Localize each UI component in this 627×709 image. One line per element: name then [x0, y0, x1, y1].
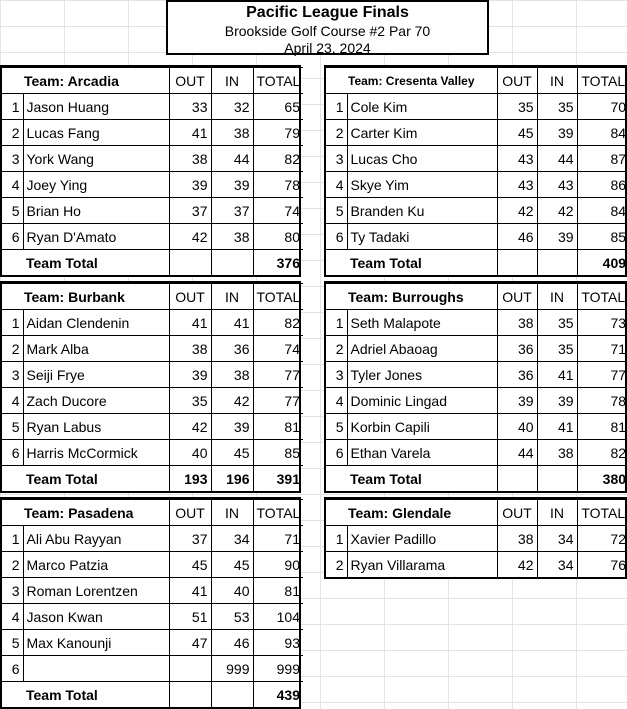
total-score: 104: [253, 604, 303, 630]
player-row: [2, 310, 303, 336]
in-score: 36: [211, 336, 253, 362]
team-total-row: [2, 682, 303, 708]
player-rank: 3: [2, 146, 23, 172]
out-score: 38: [169, 336, 211, 362]
team-name: Team: Cresenta Valley: [326, 68, 497, 94]
col-in-header: IN: [537, 284, 577, 310]
out-score: 41: [169, 578, 211, 604]
team-table-cresenta-valley: [324, 65, 627, 277]
out-score: 38: [497, 310, 537, 336]
player-name: Dominic Lingad: [347, 388, 497, 414]
total-score: 77: [253, 388, 303, 414]
total-score: 77: [253, 362, 303, 388]
total-score: 81: [577, 414, 627, 440]
player-name: Tyler Jones: [347, 362, 497, 388]
player-rank: 4: [326, 172, 347, 198]
col-out-header: OUT: [497, 500, 537, 526]
player-rank: 5: [326, 198, 347, 224]
team-total-label: Team Total: [326, 250, 497, 276]
player-name: Seth Malapote: [347, 310, 497, 336]
in-score: 46: [211, 630, 253, 656]
player-row: [2, 578, 303, 604]
total-score: 79: [253, 120, 303, 146]
player-rank: 1: [326, 526, 347, 552]
team-name: Team: Arcadia: [2, 68, 169, 94]
total-score: 70: [577, 94, 627, 120]
in-score: 39: [211, 172, 253, 198]
in-score: 45: [211, 552, 253, 578]
player-name: Joey Ying: [23, 172, 169, 198]
player-row: [2, 198, 303, 224]
out-score: 37: [169, 526, 211, 552]
col-in-header: IN: [211, 68, 253, 94]
total-score: 81: [253, 414, 303, 440]
out-score: 35: [169, 388, 211, 414]
player-name: Xavier Padillo: [347, 526, 497, 552]
in-score: 35: [537, 310, 577, 336]
player-rank: 2: [2, 552, 23, 578]
out-score: 33: [169, 94, 211, 120]
player-rank: 1: [2, 94, 23, 120]
player-name: Branden Ku: [347, 198, 497, 224]
out-score: 41: [169, 120, 211, 146]
out-score: 45: [169, 552, 211, 578]
total-score: 93: [253, 630, 303, 656]
player-rank: 1: [326, 94, 347, 120]
player-rank: 5: [2, 630, 23, 656]
in-score: 35: [537, 336, 577, 362]
out-score: 44: [497, 440, 537, 466]
header-row: [326, 68, 627, 94]
team-table-burbank: [0, 281, 301, 493]
player-row: [326, 172, 627, 198]
in-score: 34: [537, 552, 577, 578]
player-rank: 4: [326, 388, 347, 414]
col-total-header: TOTAL: [253, 284, 303, 310]
out-score: 37: [169, 198, 211, 224]
player-rank: 1: [326, 310, 347, 336]
player-name: Harris McCormick: [23, 440, 169, 466]
out-score: 43: [497, 172, 537, 198]
total-score: 74: [253, 336, 303, 362]
player-row: [2, 526, 303, 552]
team-out-total: 193: [169, 466, 211, 492]
total-score: 999: [253, 656, 303, 682]
header-row: [2, 500, 303, 526]
player-rank: 5: [2, 414, 23, 440]
out-score: 39: [169, 172, 211, 198]
player-rank: 6: [2, 656, 23, 682]
team-total-label: Team Total: [2, 250, 169, 276]
player-name: Carter Kim: [347, 120, 497, 146]
col-in-header: IN: [537, 68, 577, 94]
col-in-header: IN: [211, 500, 253, 526]
out-score: 42: [169, 414, 211, 440]
player-row: [326, 388, 627, 414]
player-row: [2, 120, 303, 146]
player-name: Mark Alba: [23, 336, 169, 362]
event-date: April 23, 2024: [284, 40, 371, 56]
player-rank: 3: [2, 578, 23, 604]
col-out-header: OUT: [169, 500, 211, 526]
player-name: Skye Yim: [347, 172, 497, 198]
out-score: 45: [497, 120, 537, 146]
player-rank: 1: [2, 310, 23, 336]
total-score: 78: [253, 172, 303, 198]
in-score: 44: [537, 146, 577, 172]
player-rank: 4: [2, 388, 23, 414]
team-name: Team: Burroughs: [326, 284, 497, 310]
col-total-header: TOTAL: [577, 500, 627, 526]
in-score: 43: [537, 172, 577, 198]
player-name: Ryan D'Amato: [23, 224, 169, 250]
team-name: Team: Glendale: [326, 500, 497, 526]
col-in-header: IN: [211, 284, 253, 310]
total-score: 65: [253, 94, 303, 120]
team-in-total: [537, 250, 577, 276]
player-name: Lucas Fang: [23, 120, 169, 146]
col-out-header: OUT: [497, 68, 537, 94]
total-score: 72: [577, 526, 627, 552]
team-total-row: [2, 466, 303, 492]
out-score: 36: [497, 336, 537, 362]
in-score: 39: [537, 224, 577, 250]
team-total-value: 380: [577, 466, 627, 492]
team-total-row: [326, 466, 627, 492]
team-in-total: [537, 466, 577, 492]
in-score: 34: [537, 526, 577, 552]
in-score: 999: [211, 656, 253, 682]
total-score: 71: [577, 336, 627, 362]
out-score: 38: [169, 146, 211, 172]
team-in-total: [211, 250, 253, 276]
player-name: Aidan Clendenin: [23, 310, 169, 336]
in-score: 41: [211, 310, 253, 336]
player-name: Lucas Cho: [347, 146, 497, 172]
out-score: 51: [169, 604, 211, 630]
player-row: [2, 94, 303, 120]
total-score: 77: [577, 362, 627, 388]
player-row: [2, 224, 303, 250]
total-score: 85: [253, 440, 303, 466]
player-row: [326, 94, 627, 120]
player-row: [2, 336, 303, 362]
player-row: [2, 362, 303, 388]
player-name: Max Kanounji: [23, 630, 169, 656]
player-rank: 4: [2, 604, 23, 630]
team-total-label: Team Total: [2, 466, 169, 492]
in-score: 42: [537, 198, 577, 224]
team-out-total: [497, 466, 537, 492]
in-score: 41: [537, 414, 577, 440]
team-name: Team: Pasadena: [2, 500, 169, 526]
in-score: 44: [211, 146, 253, 172]
course-info: Brookside Golf Course #2 Par 70: [224, 23, 431, 39]
player-row: [326, 362, 627, 388]
out-score: 35: [497, 94, 537, 120]
out-score: 38: [497, 526, 537, 552]
header-row: [326, 500, 627, 526]
player-name: Adriel Abaoag: [347, 336, 497, 362]
player-name: Cole Kim: [347, 94, 497, 120]
player-rank: 5: [326, 414, 347, 440]
out-score: 42: [497, 198, 537, 224]
header-row: [2, 68, 303, 94]
in-score: 39: [211, 414, 253, 440]
total-score: 73: [577, 310, 627, 336]
out-score: 46: [497, 224, 537, 250]
col-in-header: IN: [537, 500, 577, 526]
col-total-header: TOTAL: [577, 68, 627, 94]
out-score: 40: [169, 440, 211, 466]
player-row: [2, 604, 303, 630]
player-rank: 2: [326, 120, 347, 146]
total-score: 82: [253, 146, 303, 172]
out-score: 47: [169, 630, 211, 656]
total-score: 81: [253, 578, 303, 604]
in-score: 34: [211, 526, 253, 552]
player-name: Roman Lorentzen: [23, 578, 169, 604]
total-score: 84: [577, 120, 627, 146]
player-name: York Wang: [23, 146, 169, 172]
total-score: 82: [577, 440, 627, 466]
player-row: [2, 146, 303, 172]
team-out-total: [169, 682, 211, 708]
in-score: 32: [211, 94, 253, 120]
player-row: [326, 120, 627, 146]
total-score: 90: [253, 552, 303, 578]
player-rank: 1: [2, 526, 23, 552]
player-rank: 3: [2, 362, 23, 388]
player-row: [2, 630, 303, 656]
team-name: Team: Burbank: [2, 284, 169, 310]
player-row: [2, 552, 303, 578]
col-out-header: OUT: [169, 68, 211, 94]
player-row: [2, 388, 303, 414]
out-score: 42: [497, 552, 537, 578]
out-score: 36: [497, 362, 537, 388]
team-table-pasadena: [0, 497, 301, 709]
player-row: [326, 146, 627, 172]
player-row: [2, 440, 303, 466]
in-score: 53: [211, 604, 253, 630]
player-row: [326, 224, 627, 250]
in-score: 41: [537, 362, 577, 388]
player-row: [326, 552, 627, 578]
col-out-header: OUT: [497, 284, 537, 310]
player-rank: 6: [2, 224, 23, 250]
in-score: 45: [211, 440, 253, 466]
player-row: [326, 414, 627, 440]
team-out-total: [169, 250, 211, 276]
player-rank: 2: [326, 336, 347, 362]
player-row: [326, 526, 627, 552]
player-name: Jason Kwan: [23, 604, 169, 630]
player-row: [2, 414, 303, 440]
in-score: 39: [537, 388, 577, 414]
total-score: 76: [577, 552, 627, 578]
in-score: 38: [537, 440, 577, 466]
out-score: 42: [169, 224, 211, 250]
player-row: [326, 336, 627, 362]
team-total-value: 439: [253, 682, 303, 708]
player-row: [2, 172, 303, 198]
total-score: 80: [253, 224, 303, 250]
player-name: Ty Tadaki: [347, 224, 497, 250]
header-row: [326, 284, 627, 310]
player-rank: 2: [2, 120, 23, 146]
team-total-value: 409: [577, 250, 627, 276]
team-total-value: 391: [253, 466, 303, 492]
out-score: 39: [497, 388, 537, 414]
page-title: Pacific League Finals: [246, 4, 409, 21]
team-table-burroughs: [324, 281, 627, 493]
total-score: 74: [253, 198, 303, 224]
player-rank: 6: [326, 224, 347, 250]
total-score: 71: [253, 526, 303, 552]
player-rank: 6: [2, 440, 23, 466]
col-total-header: TOTAL: [253, 68, 303, 94]
player-rank: 3: [326, 362, 347, 388]
team-total-label: Team Total: [2, 682, 169, 708]
out-score: 41: [169, 310, 211, 336]
player-name: Marco Patzia: [23, 552, 169, 578]
in-score: 38: [211, 120, 253, 146]
team-total-row: [326, 250, 627, 276]
total-score: 85: [577, 224, 627, 250]
col-out-header: OUT: [169, 284, 211, 310]
in-score: 35: [537, 94, 577, 120]
team-total-row: [2, 250, 303, 276]
player-name: Korbin Capili: [347, 414, 497, 440]
player-row: [2, 656, 303, 682]
in-score: 37: [211, 198, 253, 224]
team-table-glendale: [324, 497, 627, 579]
out-score: 39: [169, 362, 211, 388]
player-rank: 3: [326, 146, 347, 172]
player-rank: 5: [2, 198, 23, 224]
player-name: Ali Abu Rayyan: [23, 526, 169, 552]
total-score: 78: [577, 388, 627, 414]
player-row: [326, 440, 627, 466]
team-table-arcadia: [0, 65, 301, 277]
in-score: 40: [211, 578, 253, 604]
player-name: Brian Ho: [23, 198, 169, 224]
team-out-total: [497, 250, 537, 276]
player-rank: 2: [326, 552, 347, 578]
in-score: 39: [537, 120, 577, 146]
total-score: 84: [577, 198, 627, 224]
player-name: Ryan Labus: [23, 414, 169, 440]
total-score: 82: [253, 310, 303, 336]
player-name: Zach Ducore: [23, 388, 169, 414]
player-name: Seiji Frye: [23, 362, 169, 388]
player-name: Ryan Villarama: [347, 552, 497, 578]
player-rank: 4: [2, 172, 23, 198]
in-score: 38: [211, 224, 253, 250]
total-score: 86: [577, 172, 627, 198]
out-score: [169, 656, 211, 682]
player-name: Ethan Varela: [347, 440, 497, 466]
col-total-header: TOTAL: [253, 500, 303, 526]
title-box: [166, 0, 489, 55]
header-row: [2, 284, 303, 310]
player-name: [23, 656, 169, 682]
team-total-value: 376: [253, 250, 303, 276]
team-in-total: [211, 682, 253, 708]
player-row: [326, 310, 627, 336]
total-score: 87: [577, 146, 627, 172]
out-score: 40: [497, 414, 537, 440]
team-in-total: 196: [211, 466, 253, 492]
player-name: Jason Huang: [23, 94, 169, 120]
player-row: [326, 198, 627, 224]
out-score: 43: [497, 146, 537, 172]
in-score: 42: [211, 388, 253, 414]
player-rank: 2: [2, 336, 23, 362]
team-total-label: Team Total: [326, 466, 497, 492]
in-score: 38: [211, 362, 253, 388]
player-rank: 6: [326, 440, 347, 466]
col-total-header: TOTAL: [577, 284, 627, 310]
